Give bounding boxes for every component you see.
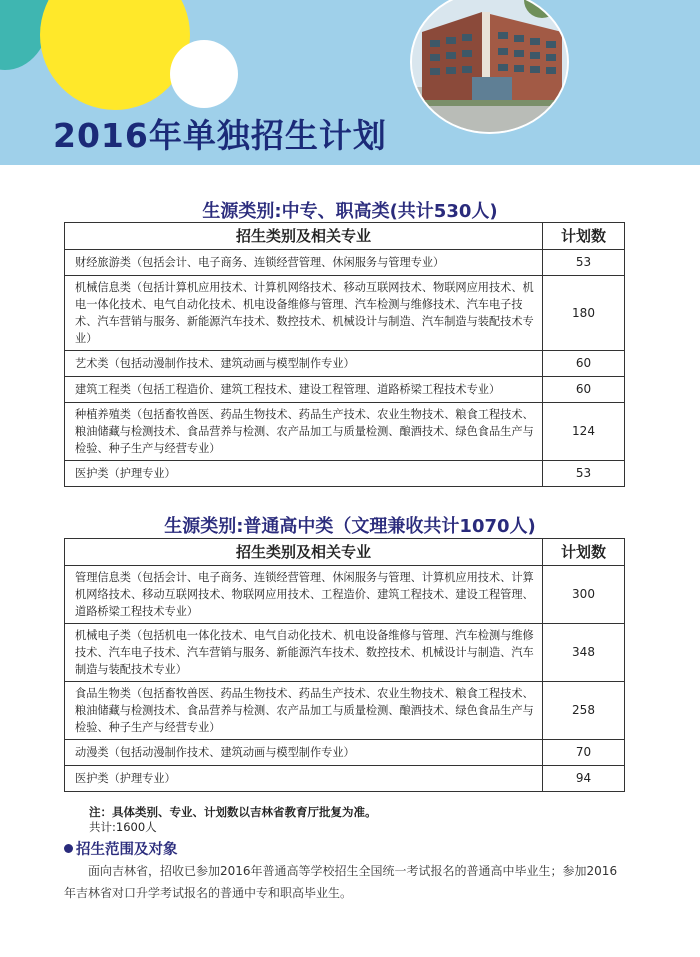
row-count: 348 — [543, 624, 625, 682]
table-row — [65, 403, 625, 461]
row-description: 财经旅游类（包括会计、电子商务、连锁经营管理、休闲服务与管理专业） — [65, 250, 543, 276]
column-header-major: 招生类别及相关专业 — [65, 539, 543, 566]
row-description: 建筑工程类（包括工程造价、建筑工程技术、建设工程管理、道路桥梁工程技术专业） — [65, 377, 543, 403]
white-circle-decoration — [170, 40, 238, 108]
row-count: 53 — [543, 461, 625, 487]
footnote: 注：具体类别、专业、计划数以吉林省教育厅批复为准。 — [89, 805, 377, 819]
campus-building-photo — [410, 0, 569, 134]
bullet-icon — [64, 844, 73, 853]
table-row — [65, 740, 625, 766]
row-count: 258 — [543, 682, 625, 740]
column-header-major: 招生类别及相关专业 — [65, 223, 543, 250]
row-count: 60 — [543, 377, 625, 403]
table-row — [65, 250, 625, 276]
row-description: 机械电子类（包括机电一体化技术、电气自动化技术、机电设备维修与管理、汽车检测与维修技术、汽车电子技术、汽车营销与服务、新能源汽车技术、数控技术、机械设计与制造、汽车制造与装配技术专业） — [65, 624, 543, 682]
row-description: 动漫类（包括动漫制作技术、建筑动画与模型制作专业） — [65, 740, 543, 766]
building-illustration — [412, 0, 567, 132]
enrollment-scope-heading — [64, 838, 178, 859]
enrollment-scope-paragraph: 面向吉林省，招收已参加2016年普通高等学校招生全国统一考试报名的普通高中毕业生；参加2016年吉林省对口升学考试报名的普通中专和职高毕业生。 — [64, 864, 618, 900]
table-row — [65, 377, 625, 403]
page-title: 2016年单独招生计划 — [53, 116, 387, 155]
row-count: 60 — [543, 351, 625, 377]
row-count: 300 — [543, 566, 625, 624]
row-description: 食品生物类（包括畜牧兽医、药品生物技术、药品生产技术、农业生物技术、粮食工程技术、粮油储藏与检测技术、食品营养与检测、农产品加工与质量检测、酿酒技术、绿色食品生产与检验、种子生产与经营专业） — [65, 682, 543, 740]
table-header-row — [65, 223, 625, 250]
row-description: 医护类（护理专业） — [65, 461, 543, 487]
column-header-count: 计划数 — [543, 223, 625, 250]
table-row — [65, 461, 625, 487]
row-description: 机械信息类（包括计算机应用技术、计算机网络技术、移动互联网技术、物联网应用技术、机电一体化技术、电气自动化技术、机电设备维修与管理、汽车检测与维修技术、汽车电子技术、汽车营销与服务、新能源汽车技术、数控技术、机械设计与制造、汽车制造与装配技术专业） — [65, 276, 543, 351]
column-header-count: 计划数 — [543, 539, 625, 566]
section1-title: 生源类别:中专、职高类(共计530人) — [202, 201, 498, 222]
section2-title: 生源类别:普通高中类（文理兼收共计1070人) — [164, 516, 536, 537]
table-row — [65, 624, 625, 682]
row-count: 53 — [543, 250, 625, 276]
table-row — [65, 351, 625, 377]
section1-table — [64, 222, 625, 487]
row-description: 医护类（护理专业） — [65, 766, 543, 792]
table-row — [65, 682, 625, 740]
row-count: 180 — [543, 276, 625, 351]
row-description: 管理信息类（包括会计、电子商务、连锁经营管理、休闲服务与管理、计算机应用技术、计算机网络技术、移动互联网技术、物联网应用技术、工程造价、建筑工程技术、建设工程管理、道路桥梁工程技术专业） — [65, 566, 543, 624]
row-count: 124 — [543, 403, 625, 461]
table-row — [65, 766, 625, 792]
yellow-circle-decoration — [40, 0, 190, 110]
section2-table — [64, 538, 625, 792]
enrollment-scope-heading-text: 招生范围及对象 — [76, 842, 178, 858]
row-description: 艺术类（包括动漫制作技术、建筑动画与模型制作专业） — [65, 351, 543, 377]
table-row — [65, 566, 625, 624]
row-count: 70 — [543, 740, 625, 766]
row-description: 种植养殖类（包括畜牧兽医、药品生物技术、药品生产技术、农业生物技术、粮食工程技术、粮油储藏与检测技术、食品营养与检测、农产品加工与质量检测、酿酒技术、绿色食品生产与检验、种子生产与经营专业） — [65, 403, 543, 461]
row-count: 94 — [543, 766, 625, 792]
table-row — [65, 276, 625, 351]
page-header — [0, 0, 700, 165]
total-count: 共计:1600人 — [89, 820, 157, 834]
table-header-row — [65, 539, 625, 566]
